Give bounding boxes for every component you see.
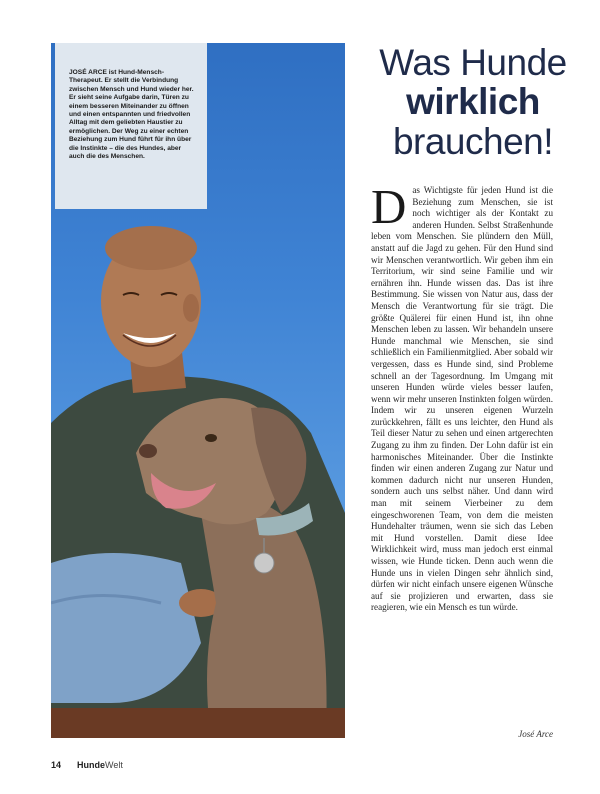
magazine-brand-bold: Hunde	[77, 760, 106, 770]
page-number: 14	[51, 760, 62, 770]
drop-cap: D	[371, 179, 407, 234]
bio-name: JOSÉ ARCE	[69, 69, 107, 76]
headline-line-3: brauchen!	[392, 121, 554, 162]
headline	[355, 44, 591, 162]
author-signature: José Arce	[518, 729, 553, 739]
article-text: as Wichtigste für jeden Hund ist die Beziehung zum Menschen, sie ist noch wichtiger als der Kontakt zu anderen Hunden. Selbst Straßenhunde leben vom Menschen. Sie plündern den Müll, anstatt auf die Jagd zu gehen. Für den Hund sind wir Menschen verantwortlich. Wir geben ihm ein Territorium, wir sind seine Familie und wir ernähren ihn. Hunde wissen das. Das ist ihre Bestimmung. Sie wissen von Natur aus, dass der Mensch die Verantwortung für sie trägt. Die größte Quälerei für einen Hund ist, ihn ohne Menschen leben zu lassen. Wir behandeln unsere Hunde manchmal wie Menschen, sie sind schließlich ein Familienmitglied. Aber sobald wir vergessen, dass es Hunde sind, sind Probleme schnell an der Tagesordnung. Im Umgang mit unseren Hunden würde vieles besser laufen, wenn wir mehr unseren Instinkten folgen würden. Indem wir zu unseren eigenen Wurzeln zurückkehren, fällt es uns leichter, den Hund als Teil dieser Natur zu sehen und einen artgerechten Zugang zu ihm zu finden. Der Lohn dafür ist ein harmonisches Miteinander. Über die Instinkte finden wir einen anderen Zugang zur Natur und kommen dadurch nicht nur unseren Hunden, sondern auch uns selbst näher. Und dann wird man mit seinem Vierbeiner zu dem eingeschworenen Team, von dem die meisten Hundehalter träumen, wenn sie sich das Leben mit Hund vorstellen. Damit diese Idee Wirklichkeit wird, muss man jedoch erst einmal wissen, wie Hunde ticken. Denn auch wenn die Hunde uns in vielen Dingen sehr ähnlich sind, dürfen wir nicht einfach unsere eigenen Wünsche auf sie projizieren und erwarten, dass sie reagieren, wie ein Mensch es tun würde.	[371, 185, 553, 613]
headline-line-1: Was Hunde	[379, 42, 567, 83]
article-body	[371, 179, 553, 614]
headline-line-2: wirklich	[406, 81, 540, 122]
author-bio-box	[55, 43, 207, 209]
bio-text: ist Hund-Mensch-Therapeut. Er stellt die Verbindung zwischen Mensch und Hund wieder her. Er sieht seine Aufgabe darin, Türen zu einem besseren Miteinander zu öffnen und einen entspannten und friedvollen Alltag mit dem geliebten Haustier zu ermöglichen. Der Weg zu einer echten Beziehung zum Hund führt für ihn über die Instinkte – die des Hundes, aber auch die des Menschen.	[69, 69, 194, 161]
magazine-brand-regular: Welt	[105, 760, 123, 770]
page-footer	[51, 760, 123, 770]
